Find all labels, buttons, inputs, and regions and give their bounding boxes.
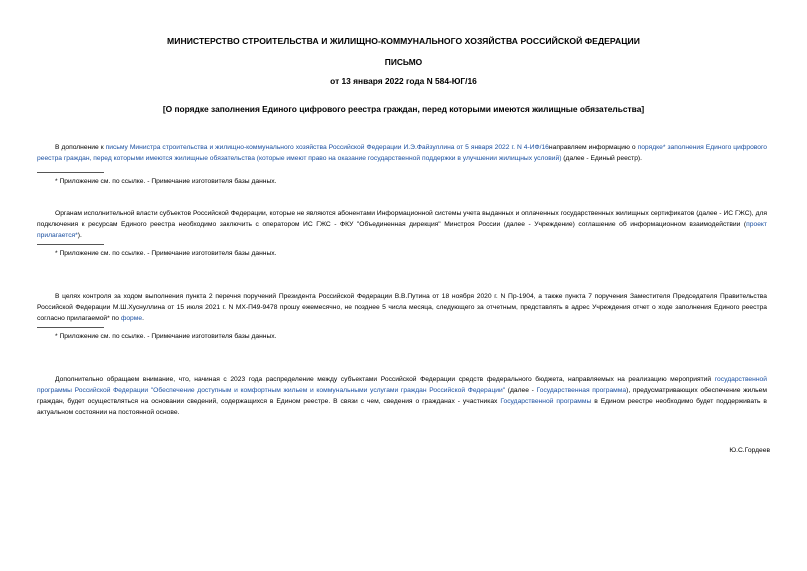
- link-registry-filling[interactable]: заполнения Единого цифрового реестра граждан, перед которыми имеются жилищные обязательства (которые имеют право на оказание государственной поддержки в улучшении жилищных условий): [37, 144, 768, 162]
- footnote-divider: [37, 244, 104, 245]
- link-minister-letter[interactable]: письму Министра строительства и жилищно-коммунального хозяйства Российской Федерации И.Э.Файзуллина от 5 января 2022 г. N 4-ИФ/16: [105, 144, 549, 151]
- link-report-form[interactable]: форме: [120, 315, 143, 322]
- paragraph-2: [37, 208, 767, 241]
- p2-text: Органам исполнительной власти субъектов Российской Федерации, которые не являются абонентами Информационной системы учета выданных и оплаченных государственных жилищных сертификатов (далее - ИС ГЖС), для подключения к ресурсам Единого реестра необходимо заключить с оператором ИС ГЖС - ФКУ "Объединенная дирекция" Минстроя России (далее - Учреждение) соглашение об информационном взаимодействии (: [37, 210, 767, 228]
- p1-text: (далее - Единый реестр).: [561, 155, 643, 162]
- footnote-divider: [37, 172, 104, 173]
- link-state-program-short[interactable]: Государственная программа: [536, 387, 627, 394]
- document-subject: [О порядке заполнения Единого цифрового реестра граждан, перед которыми имеются жилищные обязательства]: [162, 104, 645, 114]
- p1-text: В дополнение к: [55, 144, 106, 151]
- ministry-heading: МИНИСТЕРСТВО СТРОИТЕЛЬСТВА И ЖИЛИЩНО-КОММУНАЛЬНОГО ХОЗЯЙСТВА РОССИЙСКОЙ ФЕДЕРАЦИИ: [167, 36, 640, 46]
- footnote: * Приложение см. по ссылке. - Примечание изготовителя базы данных.: [55, 333, 277, 340]
- p4-text: Дополнительно обращаем внимание, что, начиная с 2023 года распределение между субъектами Российской Федерации средств федерального бюджета, направляемых на реализацию мероприятий: [55, 376, 715, 383]
- p1-text: направляем информацию о: [548, 144, 638, 151]
- p4-text: ), предусматривающих обеспечение жильем граждан, будет осуществляться на основании сведений, содержащихся в Едином реестре. В связи с чем, сведения о гражданах - участниках: [37, 387, 767, 405]
- paragraph-1: [37, 142, 767, 164]
- footnote: * Приложение см. по ссылке. - Примечание изготовителя базы данных.: [55, 250, 277, 257]
- footnote-divider: [37, 327, 104, 328]
- paragraph-3: [37, 291, 767, 324]
- document-type: ПИСЬМО: [384, 57, 423, 67]
- signature: Ю.С.Гордеев: [729, 447, 770, 454]
- link-draft-agreement[interactable]: проект прилагается*: [37, 221, 767, 239]
- link-state-program[interactable]: государственной программы Российской Федерации "Обеспечение доступным и комфортным жильем и коммунальными услугами граждан Российской Федерации": [37, 376, 767, 394]
- p3-text: .: [142, 315, 144, 322]
- document-date-number: от 13 января 2022 года N 584-ЮГ/16: [330, 76, 477, 86]
- p4-text: (далее -: [505, 387, 537, 394]
- link-procedure[interactable]: порядке*: [637, 144, 666, 151]
- p3-text: В целях контроля за ходом выполнения пункта 2 перечня поручений Президента Российской Федерации В.В.Путина от 18 ноября 2020 г. N Пр-1904, а также пункта 7 поручения Заместителя Председателя Правительства Российской Федерации М.Ш.Хуснуллина от 15 июля 2021 г. N МХ-П49-9478 прошу ежемесячно, не позднее 5 числа месяца, следующего за отчетным, представлять в адрес Учреждения отчет о ходе заполнения Единого реестра согласно прилагаемой* по: [37, 293, 767, 322]
- p4-text: в Едином реестре необходимо будет поддерживать в актуальном состоянии на постоянной основе.: [37, 398, 767, 416]
- paragraph-4: [37, 374, 767, 418]
- link-state-program-participants[interactable]: Государственной программы: [500, 398, 592, 405]
- p2-text: ).: [77, 232, 82, 239]
- footnote: * Приложение см. по ссылке. - Примечание изготовителя базы данных.: [55, 178, 277, 185]
